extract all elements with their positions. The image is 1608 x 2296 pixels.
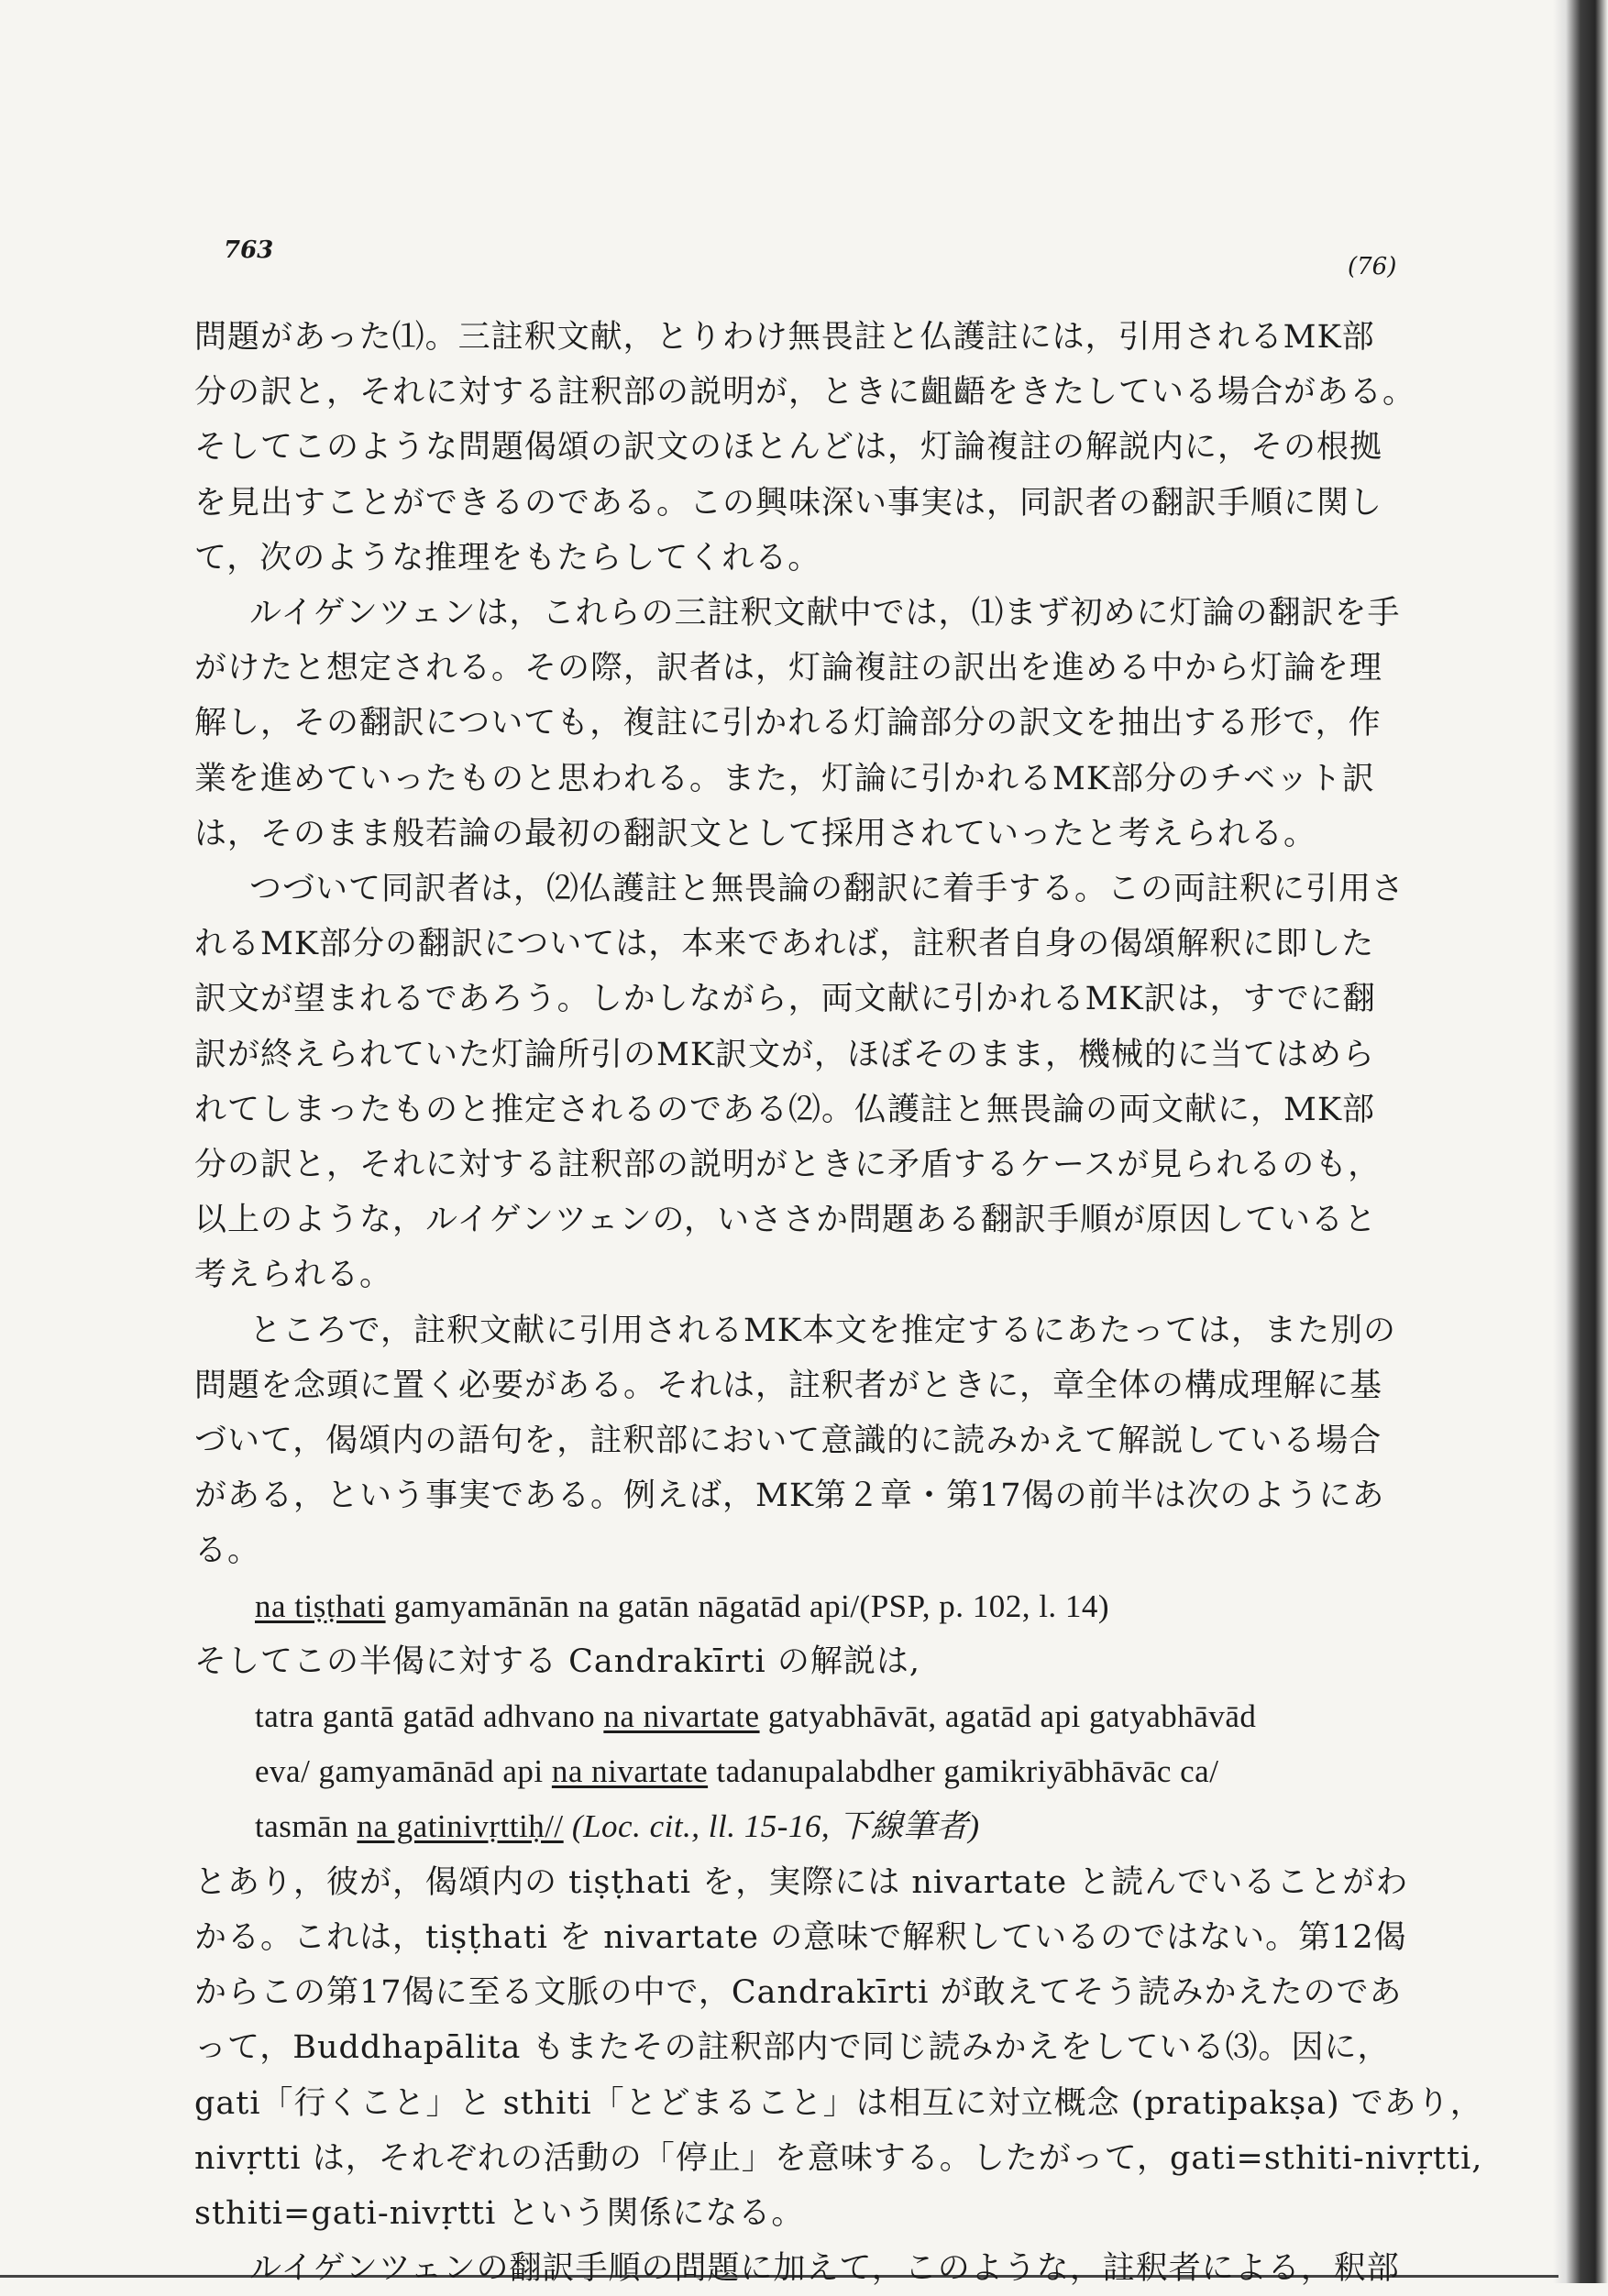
underlined-term: na gatinivṛttiḥ//	[357, 1808, 564, 1845]
text-line: ところで，註釈文献に引用されるMK本文を推定するにあたっては，また別の	[249, 1312, 1396, 1349]
text-line: つづいて同訳者は，⑵仏護註と無畏論の翻訳に着手する。この両註釈に引用さ	[249, 871, 1405, 908]
text-line: 業を進めていったものと思われる。また，灯論に引かれるMK部分のチベット訳	[194, 760, 1375, 797]
scan-binding-edge	[1553, 0, 1608, 2283]
text-line: 以上のような，ルイゲンツェンの，いささか問題ある翻訳手順が原因していると	[194, 1202, 1378, 1239]
sanskrit-quote-1	[194, 1579, 1432, 1634]
text-line: れるMK部分の翻訳については，本来であれば，註釈者自身の偈頌解釈に即した	[194, 926, 1375, 963]
sanskrit-quote-2-line	[194, 1799, 1432, 1854]
quote-text: tasmān	[255, 1808, 358, 1845]
text-line: る。	[194, 1532, 261, 1570]
text-line: 考えられる。	[194, 1257, 393, 1294]
text-line: 問題があった⑴。三註釈文献，とりわけ無畏註と仏護註には，引用されるMK部	[194, 319, 1375, 356]
text-line: gati「行くこと」と sthiti「とどまること」は相互に対立概念 (pratipakṣa) であり，	[194, 2084, 1483, 2122]
text-line: sthiti=gati-nivṛtti という関係になる。	[194, 2194, 805, 2232]
text-line: 問題を念頭に置く必要がある。それは，註釈者がときに，章全体の構成理解に基	[194, 1367, 1383, 1404]
text-line: れてしまったものと推定されるのである⑵。仏護註と無畏論の両文献に，MK部	[194, 1091, 1375, 1128]
underlined-term: na nivartate	[603, 1698, 760, 1735]
sanskrit-quote-2-line	[194, 1744, 1432, 1799]
text-line: ルイゲンツェンの翻訳手順の問題に加えて，このような，註釈者による，釈部	[249, 2250, 1400, 2288]
text-line: nivṛtti は，それぞれの活動の「停止」を意味する。したがって，gati=sthiti-nivṛtti,	[194, 2139, 1483, 2177]
text-line: かる。これは，tiṣṭhati を nivartate の意味で解釈しているのではない。第12偈	[194, 1918, 1407, 1956]
quote-text: gatyabhāvāt, agatād api gatyabhāvād	[759, 1698, 1257, 1735]
text-line: 訳が終えられていた灯論所引のMK訳文が，ほぼそのまま，機械的に当てはめら	[194, 1036, 1375, 1073]
citation: (Loc. cit., ll. 15-16, 下線筆者)	[563, 1808, 980, 1845]
underlined-term: na tiṣṭhati	[255, 1587, 386, 1624]
text-line: ルイゲンツェンは，これらの三註釈文献中では，⑴まず初めに灯論の翻訳を手	[249, 595, 1401, 632]
text-line: 分の訳と，それに対する註釈部の説明がときに矛盾するケースが見られるのも，	[194, 1147, 1382, 1184]
text-line: って，Buddhapālita もまたその註釈部内で同じ読みかえをしている⑶。因に，	[194, 2029, 1391, 2067]
underlined-term: na nivartate	[551, 1753, 709, 1790]
page-number-alt: (76)	[1348, 253, 1397, 280]
text-line: とあり，彼が，偈頌内の tiṣṭhati を，実際には nivartate と読んでいることがわ	[194, 1863, 1409, 1901]
text-line: は，そのまま般若論の最初の翻訳文として採用されていったと考えられる。	[194, 815, 1317, 852]
text-line: づいて，偈頌内の語句を，註釈部において意識的に読みかえて解説している場合	[194, 1423, 1382, 1460]
text-line: 訳文が望まれるであろう。しかしながら，両文献に引かれるMK訳は，すでに翻	[194, 981, 1376, 1018]
page-number: 763	[224, 236, 274, 264]
text-line: からこの第17偈に至る文脈の中で，Candrakīrti が敢えてそう読みかえたのであ	[194, 1974, 1403, 2012]
text-line: そしてこのような問題偈頌の訳文のほとんどは，灯論複註の解説内に，その根拠	[194, 429, 1383, 467]
text-line: 解し，その翻訳についても，複註に引かれる灯論部分の訳文を抽出する形で，作	[194, 705, 1382, 742]
quote-text: eva/ gamyamānād api	[255, 1753, 552, 1790]
body-text	[194, 310, 1483, 2296]
text-line: 分の訳と，それに対する註釈部の説明が，ときに齟齬をきたしている場合がある。	[194, 374, 1416, 412]
quote-text: gamyamānān na gatān nāgatād api/(PSP, p. 102, l. 14)	[385, 1587, 1110, 1624]
text-line: を見出すことができるのである。この興味深い事実は，同訳者の翻訳手順に関し	[194, 484, 1383, 522]
quote-text: tatra gantā gatād adhvano	[255, 1698, 604, 1735]
quote-text: tadanupalabdher gamikriyābhāvāc ca/	[708, 1753, 1219, 1790]
text-line: て，次のような推理をもたらしてくれる。	[194, 539, 821, 577]
text-line: がある，という事実である。例えば，MK第２章・第17偈の前半は次のようにあ	[194, 1478, 1385, 1515]
text-line: そしてこの半偈に対する Candrakīrti の解説は,	[194, 1642, 920, 1680]
sanskrit-quote-2-line	[194, 1689, 1432, 1744]
text-line: がけたと想定される。その際，訳者は，灯論複註の訳出を進める中から灯論を理	[194, 650, 1383, 687]
